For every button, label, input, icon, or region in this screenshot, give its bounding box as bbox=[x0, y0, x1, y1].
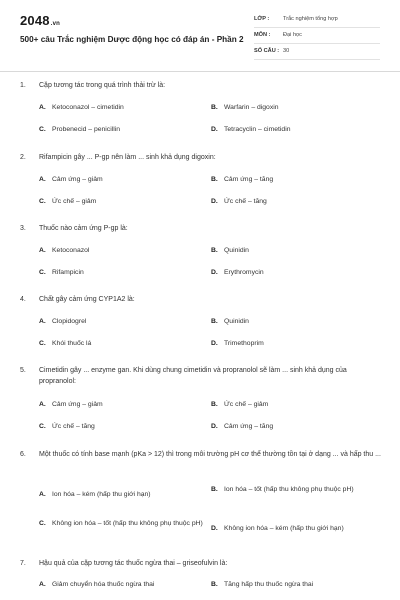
question-number: 1. bbox=[20, 82, 26, 89]
question-body: Cặp tương tác trong quá trình thải trừ là: bbox=[39, 82, 166, 89]
option-text: Ketoconazol bbox=[52, 247, 90, 254]
option-text: Ức chế – tăng bbox=[224, 198, 267, 205]
option-text: Tetracyclin – cimetidin bbox=[224, 126, 291, 133]
option-letter: B. bbox=[211, 581, 218, 588]
option-b[interactable] bbox=[211, 580, 381, 590]
option-letter: B. bbox=[211, 247, 218, 254]
option-letter: B. bbox=[211, 104, 218, 111]
option-a[interactable] bbox=[39, 400, 199, 410]
option-text: Ức chế – giảm bbox=[52, 198, 97, 205]
option-c[interactable] bbox=[39, 268, 199, 278]
question-body: Rifampicin gây ... P-gp nên làm ... sinh khả dụng digoxin: bbox=[39, 154, 216, 161]
question-text bbox=[20, 294, 382, 305]
option-d[interactable] bbox=[211, 339, 381, 349]
option-letter: A. bbox=[39, 176, 46, 183]
option-a[interactable] bbox=[39, 246, 199, 256]
question-number: 6. bbox=[20, 451, 26, 458]
option-a[interactable] bbox=[39, 490, 204, 500]
question-1 bbox=[20, 80, 382, 133]
question-body: Hậu quả của cặp tương tác thuốc ngừa thai – griseofulvin là: bbox=[39, 560, 228, 567]
question-body: Cimetidin gây ... enzyme gan. Khi dùng chung cimetidin và propranolol sẽ làm ... sinh khả dụng của propranolol: bbox=[39, 367, 347, 385]
question-6 bbox=[20, 449, 382, 532]
option-letter: C. bbox=[39, 340, 46, 347]
meta-lop bbox=[254, 13, 380, 28]
option-letter: D. bbox=[211, 525, 218, 532]
option-b[interactable] bbox=[211, 246, 381, 256]
option-text: Cảm ứng – giảm bbox=[52, 176, 103, 183]
option-letter: A. bbox=[39, 318, 46, 325]
option-text: Ức chế – giảm bbox=[224, 401, 269, 408]
meta-lop-value: Trắc nghiệm tổng hợp bbox=[283, 16, 338, 22]
option-text: Giảm chuyển hóa thuốc ngừa thai bbox=[52, 581, 155, 588]
option-letter: D. bbox=[211, 126, 218, 133]
option-letter: D. bbox=[211, 269, 218, 276]
meta-socau-label: SỐ CÂU : bbox=[254, 48, 280, 54]
option-text: Warfarin – digoxin bbox=[224, 104, 279, 111]
meta-mon-label: MÔN : bbox=[254, 32, 271, 38]
option-text: Quinidin bbox=[224, 247, 249, 254]
meta-mon bbox=[254, 29, 380, 44]
option-text: Cảm ứng – tăng bbox=[224, 176, 274, 183]
question-7 bbox=[20, 558, 382, 588]
question-4 bbox=[20, 294, 382, 347]
option-letter: D. bbox=[211, 340, 218, 347]
question-5 bbox=[20, 365, 382, 430]
option-a[interactable] bbox=[39, 580, 204, 590]
option-text: Trimethoprim bbox=[224, 340, 264, 347]
option-a[interactable] bbox=[39, 103, 199, 113]
question-text bbox=[20, 365, 382, 387]
question-text bbox=[20, 449, 382, 460]
option-letter: B. bbox=[211, 401, 218, 408]
option-text: Ức chế – tăng bbox=[52, 423, 95, 430]
option-text: Không ion hóa – tốt (hấp thu không phụ thuộc pH) bbox=[52, 520, 203, 527]
logo-suffix: .vn bbox=[50, 21, 61, 27]
option-text: Khói thuốc lá bbox=[52, 340, 92, 347]
option-c[interactable] bbox=[39, 197, 199, 207]
option-text: Ketoconazol – cimetidin bbox=[52, 104, 124, 111]
meta-socau-value: 30 bbox=[283, 48, 290, 54]
option-letter: D. bbox=[211, 423, 218, 430]
option-letter: A. bbox=[39, 247, 46, 254]
question-number: 4. bbox=[20, 296, 26, 303]
option-text: Cảm ứng – giảm bbox=[52, 401, 103, 408]
option-text: Probenecid – penicillin bbox=[52, 126, 121, 133]
option-b[interactable] bbox=[211, 175, 381, 185]
option-text: Ion hóa – kém (hấp thu giới hạn) bbox=[52, 491, 151, 498]
site-logo[interactable] bbox=[20, 13, 60, 28]
option-b[interactable] bbox=[211, 103, 381, 113]
option-letter: A. bbox=[39, 491, 46, 498]
question-number: 5. bbox=[20, 367, 26, 374]
option-c[interactable] bbox=[39, 125, 199, 135]
meta-socau bbox=[254, 45, 380, 60]
option-text: Rifampicin bbox=[52, 269, 84, 276]
option-c[interactable] bbox=[39, 339, 199, 349]
question-2 bbox=[20, 152, 382, 205]
option-letter: B. bbox=[211, 318, 218, 325]
question-3 bbox=[20, 223, 382, 276]
option-text: Clopidogrel bbox=[52, 318, 87, 325]
option-letter: C. bbox=[39, 423, 46, 430]
logo-text: 2048 bbox=[20, 13, 50, 28]
question-body: Thuốc nào cảm ứng P-gp là: bbox=[39, 225, 128, 232]
option-letter: B. bbox=[211, 486, 218, 493]
question-text bbox=[20, 152, 382, 163]
option-letter: A. bbox=[39, 104, 46, 111]
option-text: Erythromycin bbox=[224, 269, 264, 276]
option-letter: A. bbox=[39, 581, 46, 588]
option-letter: B. bbox=[211, 176, 218, 183]
question-text bbox=[20, 558, 382, 569]
document-title: 500+ câu Trắc nghiệm Dược động học có đáp án - Phần 2 bbox=[20, 35, 244, 44]
option-d[interactable] bbox=[211, 268, 381, 278]
question-body: Chất gây cảm ứng CYP1A2 là: bbox=[39, 296, 135, 303]
option-letter: C. bbox=[39, 198, 46, 205]
question-number: 2. bbox=[20, 154, 26, 161]
option-b[interactable] bbox=[211, 485, 381, 495]
option-b[interactable] bbox=[211, 317, 381, 327]
question-number: 7. bbox=[20, 560, 26, 567]
option-text: Quinidin bbox=[224, 318, 249, 325]
option-c[interactable] bbox=[39, 422, 199, 432]
question-text bbox=[20, 80, 382, 91]
option-a[interactable] bbox=[39, 317, 199, 327]
option-letter: C. bbox=[39, 520, 46, 527]
question-number: 3. bbox=[20, 225, 26, 232]
option-text: Tăng hấp thu thuốc ngừa thai bbox=[224, 581, 314, 588]
option-text: Cảm ứng – tăng bbox=[224, 423, 274, 430]
option-d[interactable] bbox=[211, 197, 381, 207]
option-text: Ion hóa – tốt (hấp thu không phụ thuộc pH) bbox=[224, 486, 354, 493]
option-d[interactable] bbox=[211, 422, 381, 432]
option-a[interactable] bbox=[39, 175, 199, 185]
option-letter: C. bbox=[39, 126, 46, 133]
page-header bbox=[0, 0, 400, 72]
question-text bbox=[20, 223, 382, 234]
meta-lop-label: LỚP : bbox=[254, 16, 270, 22]
option-text: Không ion hóa – kém (hấp thu giới hạn) bbox=[224, 525, 344, 532]
option-c[interactable] bbox=[39, 519, 204, 529]
option-letter: C. bbox=[39, 269, 46, 276]
meta-mon-value: Đại học bbox=[283, 32, 302, 38]
option-letter: D. bbox=[211, 198, 218, 205]
option-b[interactable] bbox=[211, 400, 381, 410]
question-body: Một thuốc có tính base mạnh (pKa > 12) thì trong môi trường pH cơ thể thường tồn tại ở dạng ... và hấp thu ... bbox=[39, 451, 381, 458]
option-d[interactable] bbox=[211, 125, 381, 135]
option-letter: A. bbox=[39, 401, 46, 408]
option-d[interactable] bbox=[211, 524, 381, 534]
